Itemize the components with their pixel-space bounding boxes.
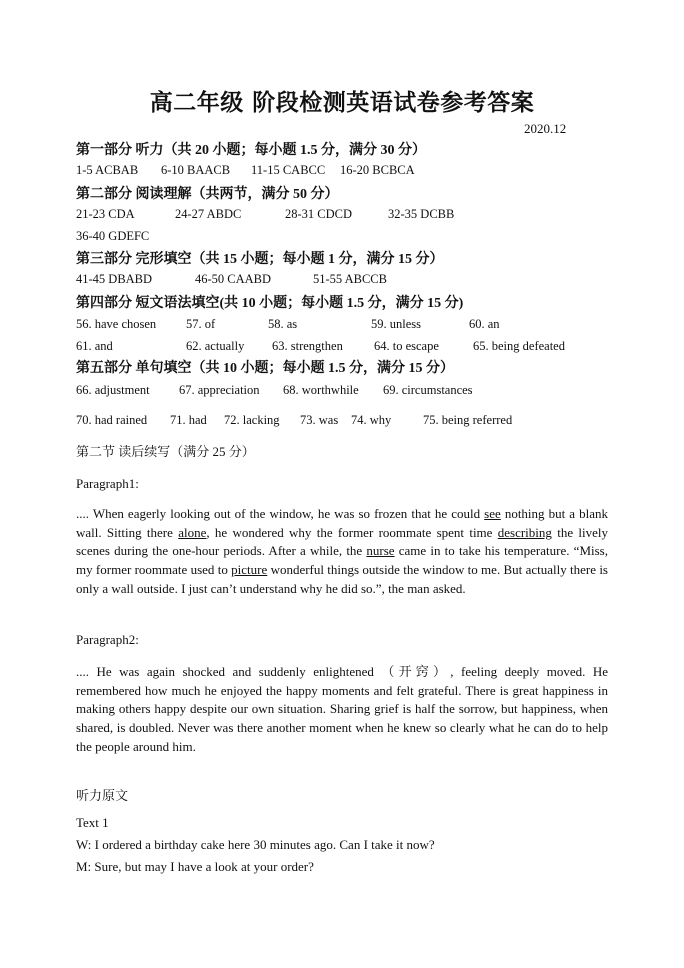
answer: 1-5 ACBAB [76,163,139,177]
answer: 58. as [268,317,298,331]
answer: 62. actually [186,339,245,353]
answer: 70. had rained [76,413,148,427]
page-title: 高二年级 阶段检测英语试卷参考答案 [149,89,535,116]
answer: 21-23 CDA [76,207,135,221]
part2-heading: 第二部分 阅读理解（共两节，满分 50 分） [76,187,339,202]
answer: 72. lacking [224,413,280,427]
answer: 24-27 ABDC [175,207,242,221]
text-label: Text 1 [76,815,109,830]
answer: 28-31 CDCD [285,207,353,221]
answer: 63. strengthen [272,339,343,353]
answer: 74. why [351,413,392,427]
date: 2020.12 [524,121,567,136]
underlined-word: nurse [366,543,395,559]
answer: 46-50 CAABD [195,272,272,286]
answer: 71. had [170,413,207,427]
paragraph1-label: Paragraph1: [76,476,139,491]
part4-heading: 第四部分 短文语法填空(共 10 小题；每小题 1.5 分，满分 15 分) [76,296,464,311]
part5-heading: 第五部分 单句填空（共 10 小题；每小题 1.5 分，满分 15 分） [76,361,454,376]
answer: 16-20 BCBCA [340,163,415,177]
answer: 65. being defeated [473,339,565,353]
answer: 6-10 BAACB [161,163,231,177]
underlined-word: see [484,506,501,521]
underlined-word: picture [231,562,268,578]
answer: 73. was [300,413,339,427]
paragraph2-label: Paragraph2: [76,632,139,647]
answer: 41-45 DBABD [76,272,153,286]
answer: 60. an [469,317,500,331]
paragraph2-text: .... He was again shocked and suddenly enlightened （开窍）, feeling deeply moved. He remembered how much he enjoyed the happy moments and felt grateful. There is great happiness in making others happy despite our own situation. Sharing grief is half the sorrow, but happiness, when shared, is doubled. Never was there another moment when he knew so clearly what he can do to help the people around him. [76,664,608,754]
writing-heading: 第二节 读后续写（满分 25 分） [76,444,255,459]
answer: 11-15 CABCC [251,163,326,177]
part3-heading: 第三部分 完形填空（共 15 小题；每小题 1 分，满分 15 分） [76,252,444,267]
paragraph1-text: .... When eagerly looking out of the window, he was so frozen that he could see nothing but a blank wall. Sitting there alone, he wondered why the former roommate spent time describing the lively scenes during the one-hour periods. After a while, the nurse came in to take his temperature. “Miss, my former roommate used to picture wonderful things outside the window to me. But actually there is only a wall outside. I just can’t understand why he did so.”, the man asked. [76,506,608,596]
answer: 69. circumstances [383,383,473,397]
answer: 75. being referred [423,413,513,427]
dialogue-line: M: Sure, but may I have a look at your order? [76,859,314,874]
dialogue-line: W: I ordered a birthday cake here 30 minutes ago. Can I take it now? [76,837,435,852]
answer: 57. of [186,317,216,331]
answer: 68. worthwhile [283,383,359,397]
underlined-word: describing [497,524,552,540]
answer: 59. unless [371,317,421,331]
answer: 61. and [76,339,113,353]
answer: 56. have chosen [76,317,157,331]
underlined-word: alone [178,524,207,540]
listening-heading: 听力原文 [76,788,129,803]
answer: 66. adjustment [76,383,150,397]
answer: 64. to escape [374,339,439,353]
part1-heading: 第一部分 听力（共 20 小题；每小题 1.5 分，满分 30 分） [76,143,426,158]
answer: 51-55 ABCCB [313,272,387,286]
answer: 32-35 DCBB [388,207,455,221]
answer: 36-40 GDEFC [76,229,150,243]
answer: 67. appreciation [179,383,260,397]
